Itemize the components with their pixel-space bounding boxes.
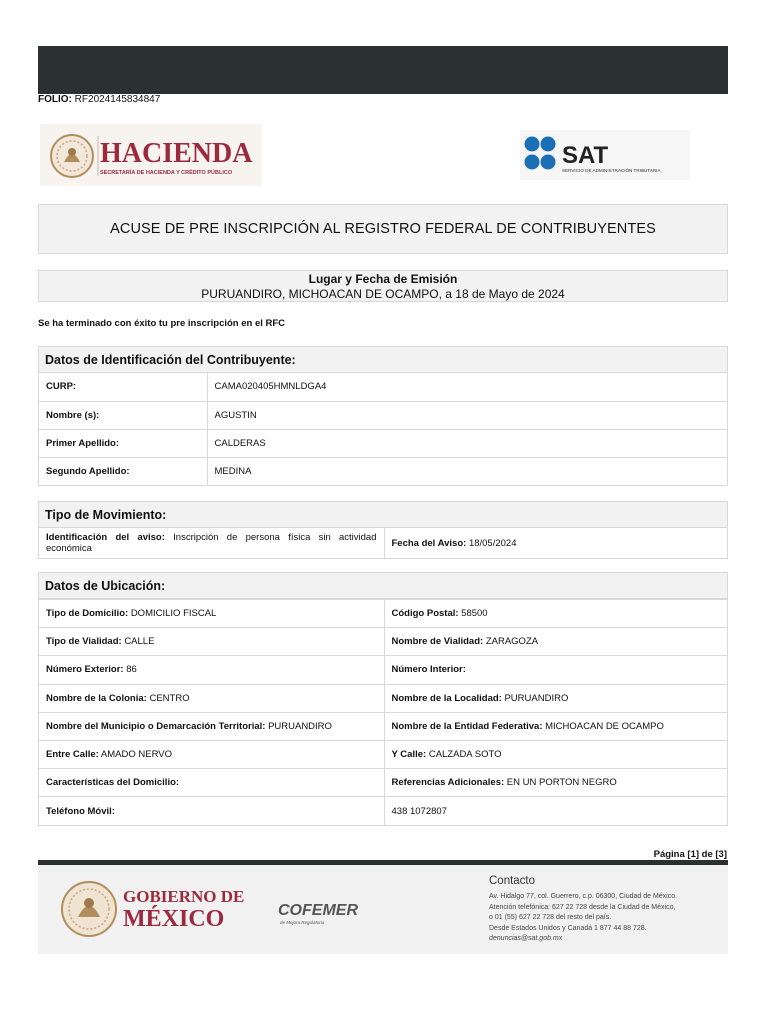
ubicacion-cell [39,797,384,825]
ubicacion-field-value: CALZADA SOTO [428,749,502,761]
identificacion-section [38,346,728,486]
document-title: ACUSE DE PRE INSCRIPCIÓN AL REGISTRO FEDERAL DE CONTRIBUYENTES [38,204,728,254]
table-row [39,373,727,401]
movimiento-section [38,501,728,559]
ubicacion-cell [384,769,727,797]
ubicacion-field-label: Nombre de Vialidad: [391,636,484,648]
ubicacion-field-label: Número Interior: [391,664,466,676]
ubicacion-field-value: 86 [126,664,137,676]
ubicacion-cell [384,628,727,656]
table-row [39,712,727,740]
gobierno-seal-icon [62,882,116,936]
segundo-apellido-label: Segundo Apellido: [46,465,130,477]
ubicacion-field-label: Características del Domicilio: [46,777,180,789]
contacto-line: Av. Hidalgo 77, col. Guerrero, c.p. 06300, Ciudad de México. [489,893,678,900]
sat-dots-icon [525,137,556,170]
aviso-value: Inscripción de persona física sin actividad económica [46,532,377,554]
ubicacion-field-value: EN UN PORTON NEGRO [506,777,617,789]
table-row [39,797,727,825]
table-row [39,457,727,485]
ubicacion-field-label: Entre Calle: [46,749,99,761]
ubicacion-cell [384,797,727,825]
contacto-heading: Contacto [489,875,536,887]
table-row [39,401,727,429]
sat-logo [520,130,690,180]
nombre-value: AGUSTIN [207,401,727,429]
ubicacion-field-label: Nombre de la Colonia: [46,692,147,704]
eagle-seal-icon [51,135,93,177]
ubicacion-field-value: PURUANDIRO [504,692,569,704]
table-row [39,628,727,656]
page-number: Página [1] de [3] [653,849,727,860]
curp-value: CAMA020405HMNLDGA4 [207,373,727,401]
contacto-line: o 01 (55) 627 22 728 del resto del país. [489,914,612,921]
table-row [39,769,727,797]
ubicacion-field-label: Número Exterior: [46,664,124,676]
contacto-details [489,892,677,945]
segundo-apellido-value: MEDINA [207,457,727,485]
movimiento-table [39,528,727,558]
identificacion-heading: Datos de Identificación del Contribuyente: [39,347,727,373]
ubicacion-field-label: Referencias Adicionales: [391,777,505,789]
ubicacion-field-value: CENTRO [149,692,190,704]
primer-apellido-label: Primer Apellido: [46,437,120,449]
ubicacion-cell [384,740,727,768]
ubicacion-section [38,572,728,826]
ubicacion-cell [39,740,384,768]
ubicacion-field-value: ZARAGOZA [485,636,539,648]
table-row [39,429,727,457]
ubicacion-cell [39,628,384,656]
gobierno-line2: MÉXICO [123,906,225,932]
movimiento-heading: Tipo de Movimiento: [39,502,727,528]
table-row [39,656,727,684]
table-row [39,740,727,768]
folio [38,94,160,105]
lugar-value: PURUANDIRO, MICHOACAN DE OCAMPO, a 18 de Mayo de 2024 [201,287,565,301]
cofemer-wordmark: COFEMER [278,902,358,919]
fecha-aviso-label: Fecha del Aviso: [391,537,467,549]
ubicacion-cell [39,712,384,740]
primer-apellido-value: CALDERAS [207,429,727,457]
hacienda-subtitle: SECRETARÍA DE HACIENDA Y CRÉDITO PÚBLICO [100,170,233,176]
contacto-line: Desde Estados Unidos y Canadá 1 877 44 88 728. [489,924,647,932]
ubicacion-field-value: 438 1072807 [391,805,447,817]
ubicacion-field-value: DOMICILIO FISCAL [130,608,217,620]
aviso-label: Identificación del aviso: [46,532,165,543]
ubicacion-field-label: Tipo de Vialidad: [46,636,122,648]
success-message: Se ha terminado con éxito tu pre inscripción en el RFC [38,318,286,329]
sat-subtitle: SERVICIO DE ADMINISTRACIÓN TRIBUTARIA [562,168,661,173]
ubicacion-cell [39,769,384,797]
table-row [39,684,727,712]
lugar-fecha-box [38,270,728,302]
folio-value: RF2024145834847 [74,94,161,105]
ubicacion-field-value: 58500 [461,608,488,620]
ubicacion-field-label: Teléfono Móvil: [46,805,115,817]
hacienda-logo [40,124,262,186]
ubicacion-field-label: Tipo de Domicilio: [46,608,129,620]
ubicacion-field-value: AMADO NERVO [100,749,173,761]
ubicacion-heading: Datos de Ubicación: [39,573,727,599]
contacto-line: Atención telefónica: 627 22 728 desde la Ciudad de México, [489,903,676,911]
table-row [39,528,727,558]
ubicacion-field-value: CALLE [124,636,155,648]
cofemer-subtitle: de Mejora Regulatoria [280,920,325,925]
ubicacion-cell [39,600,384,628]
ubicacion-field-label: Nombre del Municipio o Demarcación Territorial: [46,720,266,732]
ubicacion-cell [39,684,384,712]
fecha-aviso-value: 18/05/2024 [468,537,517,549]
hacienda-wordmark: HACIENDA [100,138,253,169]
identificacion-table [39,373,727,485]
ubicacion-field-label: Nombre de la Entidad Federativa: [391,720,543,732]
folio-label: FOLIO: [38,94,72,105]
ubicacion-field-label: Y Calle: [391,749,427,761]
sat-wordmark: SAT [562,142,609,169]
ubicacion-cell [384,600,727,628]
contacto-email: denuncias@sat.gob.mx [489,935,563,942]
lugar-heading: Lugar y Fecha de Emisión [308,272,458,286]
header-bar [38,46,728,94]
curp-label: CURP: [46,381,77,393]
ubicacion-cell [384,712,727,740]
table-row [39,600,727,628]
ubicacion-field-label: Código Postal: [391,608,459,620]
ubicacion-cell [384,684,727,712]
ubicacion-field-value: PURUANDIRO [268,720,332,732]
gobierno-line1: GOBIERNO DE [123,887,245,906]
ubicacion-cell [39,656,384,684]
nombre-label: Nombre (s): [46,409,100,421]
ubicacion-field-label: Nombre de la Localidad: [391,692,502,704]
ubicacion-table [39,599,727,825]
ubicacion-cell [384,656,727,684]
ubicacion-field-value: MICHOACAN DE OCAMPO [545,720,664,732]
